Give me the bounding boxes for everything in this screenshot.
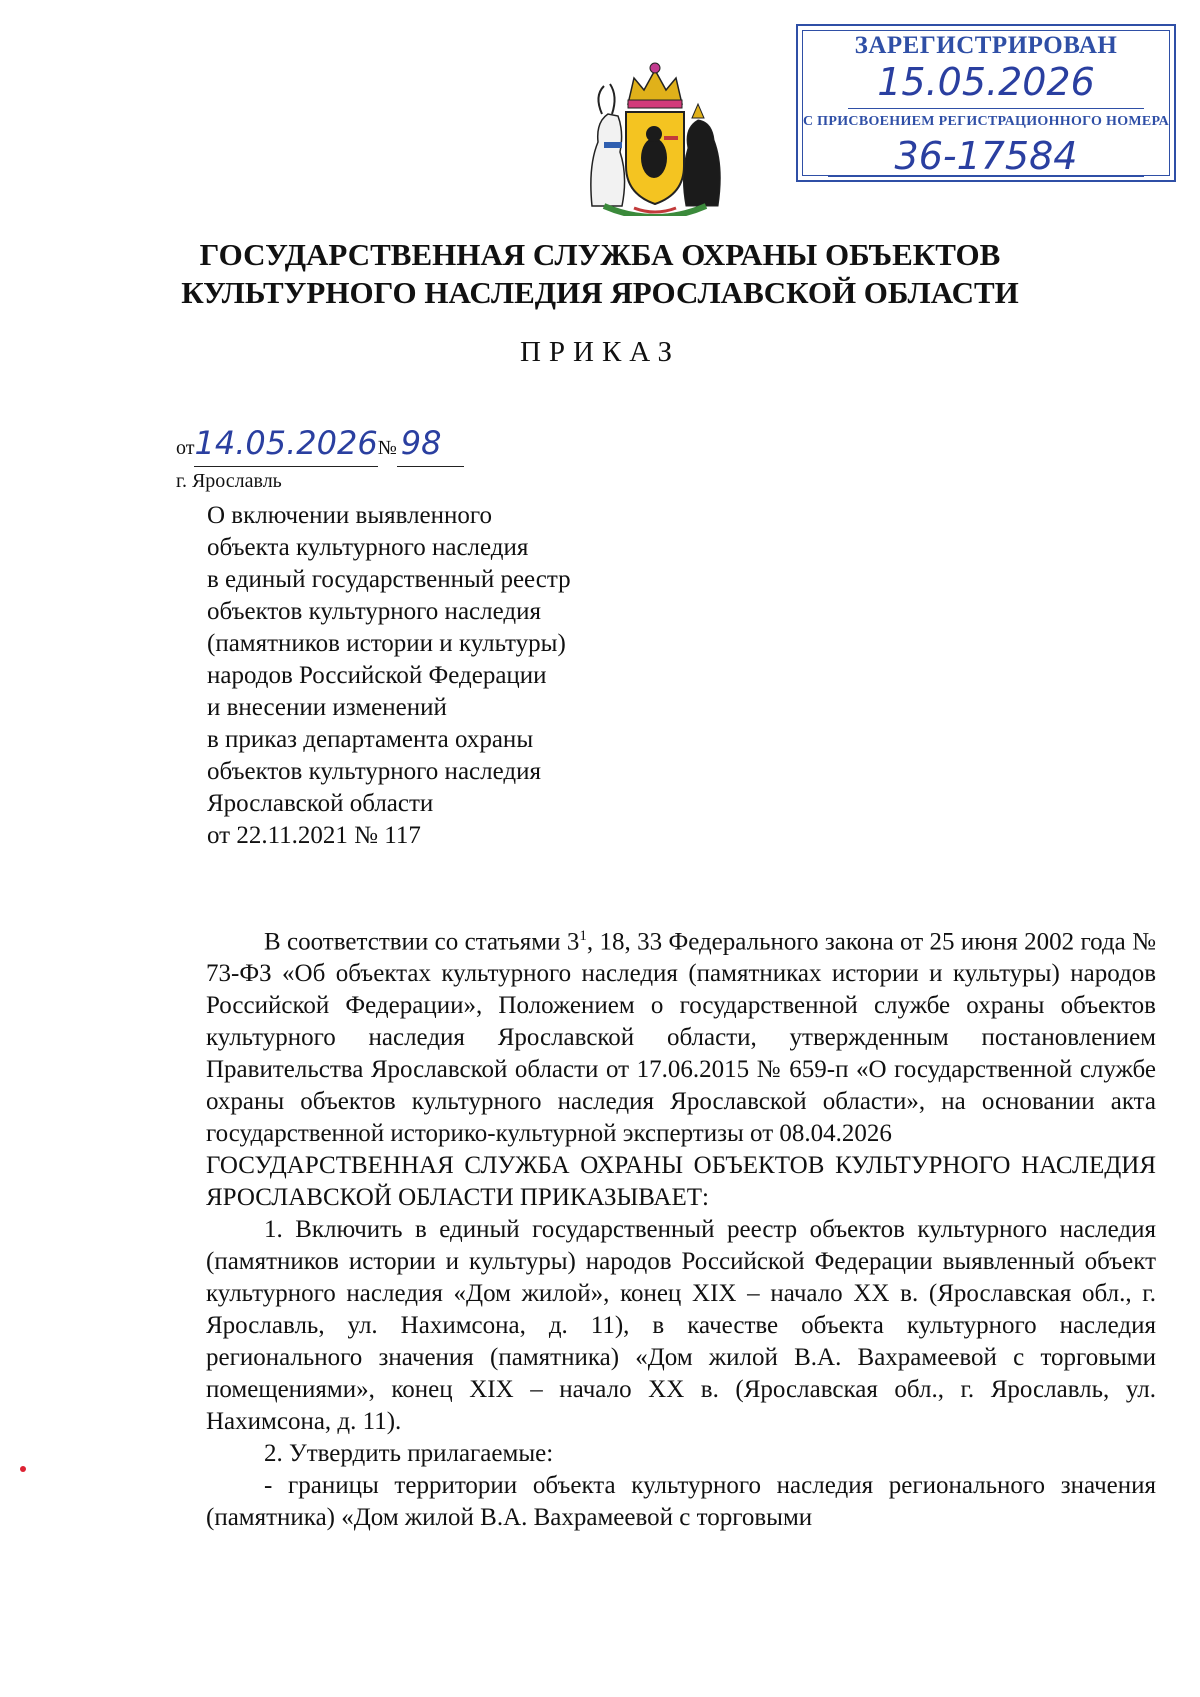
- ordering-clause: ГОСУДАРСТВЕННАЯ СЛУЖБА ОХРАНЫ ОБЪЕКТОВ КУЛЬТУРНОГО НАСЛЕДИЯ ЯРОСЛАВСКОЙ ОБЛАСТИ ПРИКАЗЫВАЕТ:: [206, 1152, 1156, 1212]
- agency-name-line: ГОСУДАРСТВЕННАЯ СЛУЖБА ОХРАНЫ ОБЪЕКТОВ: [199, 237, 1001, 272]
- order-number-handwritten: 98: [400, 424, 442, 462]
- coat-of-arms-emblem: [574, 56, 736, 216]
- subject-line: О включении выявленного: [207, 502, 493, 529]
- agency-name: [0, 236, 1200, 312]
- date-prefix: от: [176, 437, 195, 459]
- subject-line: в приказ департамента охраны: [207, 726, 534, 753]
- stamp-title: ЗАРЕГИСТРИРОВАН: [854, 32, 1118, 59]
- subject-line: объектов культурного наследия: [207, 758, 541, 785]
- subject-line: объекта культурного наследия: [207, 534, 529, 561]
- number-prefix: №: [377, 437, 397, 459]
- bear-supporter-icon: [683, 104, 720, 206]
- subject-line: Ярославской области: [207, 790, 434, 817]
- subject-line: народов Российской Федерации: [207, 662, 547, 689]
- order-city: г. Ярославль: [176, 470, 282, 492]
- stamp-handwritten-date: 15.05.2026: [877, 60, 1095, 104]
- clause-1: 1. Включить в единый государственный реестр объектов культурного наследия (памятников истории и культуры) народов Российской Федерации выявленный объект культурного наследия «Дом жилой», конец XIX – начало XX в. (Ярославская обл., г. Ярославль, ул. Нахимсона, д. 11), в качестве объекта культурного наследия регионального значения (памятника) «Дом жилой В.А. Вахрамеевой с торговыми помещениями», конец XIX – начало XX в. (Ярославская обл., г. Ярославль, ул. Нахимсона, д. 11).: [206, 1216, 1156, 1436]
- registration-stamp: [796, 24, 1176, 182]
- order-body: [206, 920, 1156, 1534]
- order-date-line: [176, 425, 464, 467]
- crown-icon: [628, 63, 682, 108]
- stamp-subtitle: С ПРИСВОЕНИЕМ РЕГИСТРАЦИОННОГО НОМЕРА: [802, 114, 1170, 129]
- subject-line: (памятников истории и культуры): [207, 630, 566, 657]
- clause-2-item: - границы территории объекта культурного наследия регионального значения (памятника) «Дом жилой В.А. Вахрамеевой с торговыми: [206, 1472, 1156, 1532]
- subject-line: от 22.11.2021 № 117: [207, 822, 421, 849]
- clause-2: 2. Утвердить прилагаемые:: [264, 1440, 554, 1468]
- subject-line: в единый государственный реестр: [207, 566, 571, 593]
- order-subject: [207, 500, 571, 852]
- stamp-handwritten-number: 36-17584: [894, 134, 1078, 178]
- stamp-divider: [828, 176, 1144, 177]
- subject-line: объектов культурного наследия: [207, 598, 541, 625]
- agency-name-line: КУЛЬТУРНОГО НАСЛЕДИЯ ЯРОСЛАВСКОЙ ОБЛАСТИ: [181, 275, 1019, 310]
- stamp-divider: [848, 108, 1144, 109]
- ink-mark: [20, 1466, 26, 1472]
- subject-line: и внесении изменений: [207, 694, 447, 721]
- preamble-paragraph: В соответствии со статьями $3^1$, 18, 33 Федерального закона от 25 июня 2002 года № 73-ФЗ «Об объектах культурного наследия (памятниках истории и культуры) народов Российской Федерации», Положением о государственной службе охраны объектов культурного наследия Ярославской области, утвержденным постановлением Правительства Ярославской области от 17.06.2015 № 659-п «О государственной службе охраны объектов культурного наследия Ярославской области», на основании акта государственной историко-культурной экспертизы от 08.04.2026: [206, 928, 1157, 1148]
- order-date-handwritten: 14.05.2026: [194, 424, 378, 462]
- document-type: ПРИКАЗ: [519, 336, 681, 368]
- superscript: 1: [579, 928, 587, 944]
- goat-icon: [591, 84, 625, 206]
